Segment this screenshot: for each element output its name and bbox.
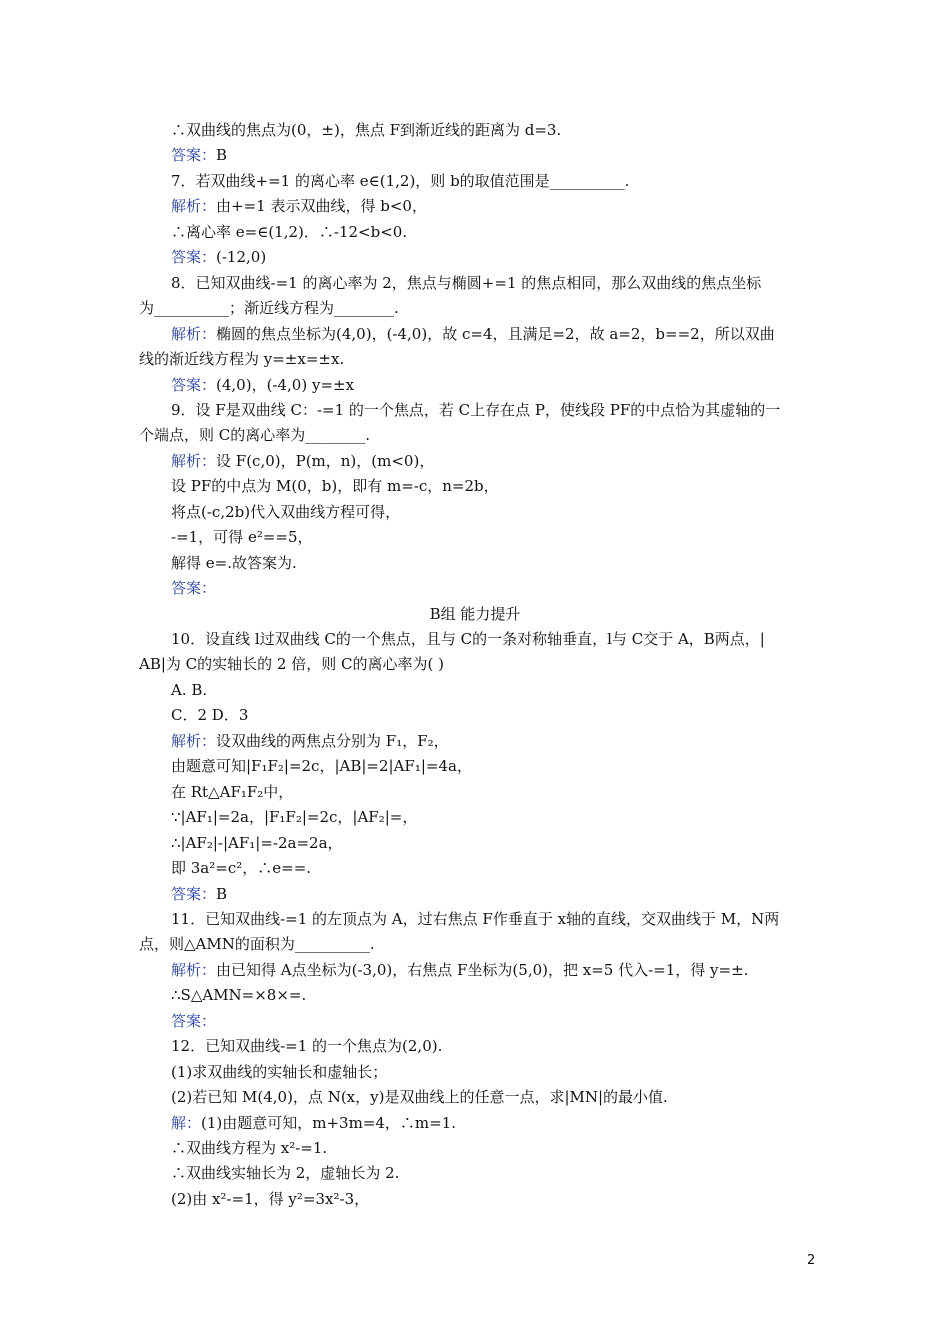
analysis-line [171, 196, 427, 216]
text-line [171, 985, 306, 1005]
line-text: ∴双曲线实轴长为 2，虚轴长为 2. [171, 1164, 400, 1183]
text-line [171, 273, 761, 293]
analysis-line [171, 324, 775, 344]
line-text: ∴S△AMN=×8×=. [171, 986, 307, 1005]
line-text: ∵|AF₁|=2a，|F₁F₂|=2c，|AF₂|=， [171, 808, 418, 827]
line-text: ∴双曲线方程为 x²-=1. [171, 1139, 328, 1157]
answer-label: 答案： [171, 884, 217, 903]
page-number: 2 [807, 1253, 816, 1268]
text-line [171, 782, 293, 802]
line-text: (2)由 x²-=1，得 y²=3x²-3， [171, 1189, 370, 1208]
line-text: 点，则△AMN的面积为__________. [139, 935, 375, 954]
text-line [171, 1036, 442, 1056]
line-text: B [216, 146, 228, 165]
line-text: -=1，可得 e²==5， [171, 528, 313, 547]
line-text: 由题意可知|F₁F₂|=2c，|AB|=2|AF₁|=4a， [171, 757, 472, 776]
text-line [171, 1062, 387, 1082]
text-line [139, 934, 375, 954]
answer-line [171, 145, 227, 165]
line-text: 由已知得 A点坐标为(-3,0)，右焦点 F坐标为(5,0)，把 x=5 代入-=1，得 y=±. [216, 960, 749, 979]
text-line [139, 654, 444, 674]
analysis-label: 解析： [171, 731, 217, 750]
text-line [171, 756, 472, 776]
text-line [171, 1087, 668, 1107]
line-text: ∴双曲线的焦点为(0，±)，焦点 F到渐近线的距离为 d=3. [171, 121, 562, 139]
line-text: 由+=1 表示双曲线，得 b<0， [216, 197, 427, 216]
analysis-line [171, 731, 449, 751]
answer-label: 答案： [171, 579, 217, 598]
analysis-label: 解： [171, 1113, 202, 1132]
line-text: A. B. [171, 680, 208, 699]
line-text: 设 F(c,0)，P(m，n)，(m<0)， [216, 451, 435, 470]
line-text: AB|为 C的实轴长的 2 倍，则 C的离心率为( ) [139, 655, 444, 674]
text-line [171, 553, 297, 573]
line-text: 9．设 F是双曲线 C：-=1 的一个焦点，若 C上存在点 P，使线段 PF的中点恰为其虚轴的一 [171, 400, 781, 419]
line-text: (-12,0) [216, 248, 267, 267]
line-text: 椭圆的焦点坐标为(4,0)，(-4,0)，故 c=4，且满足=2，故 a=2，b==2，所以双曲 [216, 324, 775, 343]
text-line [171, 400, 780, 420]
answer-line [171, 375, 354, 395]
answer-label: 答案： [171, 248, 217, 267]
line-text: 7．若双曲线+=1 的离心率 e∈(1,2)，则 b的取值范围是__________. [171, 171, 630, 190]
text-line [171, 858, 311, 878]
answer-line [171, 247, 266, 267]
analysis-label: 解析： [171, 324, 217, 343]
line-text: 解得 e=.故答案为. [171, 553, 297, 572]
text-line [171, 807, 417, 827]
line-text: 设 PF的中点为 M(0，b)，即有 m=-c，n=2b， [171, 477, 499, 496]
analysis-line [171, 1113, 456, 1133]
line-text: 设双曲线的两焦点分别为 F₁，F₂， [216, 731, 449, 750]
line-text: (1)求双曲线的实轴长和虚轴长； [171, 1062, 388, 1081]
text-line [171, 705, 248, 725]
answer-line [171, 578, 216, 598]
line-text: (2)若已知 M(4,0)，点 N(x，y)是双曲线上的任意一点，求|MN|的最小值. [171, 1088, 668, 1107]
text-line [171, 909, 779, 929]
line-text: 即 3a²=c²，∴e==. [171, 859, 312, 878]
analysis-label: 解析： [171, 960, 217, 979]
answer-line [171, 1011, 216, 1031]
line-text: C．2 D．3 [171, 706, 249, 725]
text-line [171, 1163, 399, 1183]
line-text: (4,0)，(-4,0) y=±x [216, 375, 355, 394]
text-line [171, 629, 765, 649]
line-text: 个端点，则 C的离心率为________. [139, 426, 371, 445]
text-line [171, 171, 629, 191]
line-text: 10．设直线 l过双曲线 C的一个焦点，且与 C的一条对称轴垂直，l与 C交于 A，B两点，| [171, 630, 765, 648]
answer-label: 答案： [171, 146, 217, 165]
answer-label: 答案： [171, 375, 217, 394]
text-line [139, 349, 344, 369]
line-text: ∴|AF₂|-|AF₁|=-2a=2a， [171, 833, 343, 852]
line-text: ∴离心率 e=∈(1,2)．∴-12<b<0. [171, 222, 408, 241]
analysis-label: 解析： [171, 451, 217, 470]
text-line [171, 476, 499, 496]
line-text: 12．已知双曲线-=1 的一个焦点为(2,0). [171, 1037, 443, 1056]
text-line [171, 680, 207, 700]
line-text: B [216, 884, 228, 903]
line-text: 为__________；渐近线方程为________. [139, 299, 399, 318]
analysis-line [171, 451, 434, 471]
section-heading [0, 604, 950, 624]
text-line [171, 833, 343, 853]
line-text: 在 Rt△AF₁F₂中， [171, 782, 294, 801]
text-line [139, 425, 370, 445]
line-text: 将点(-c,2b)代入双曲线方程可得， [171, 502, 401, 521]
analysis-line [171, 960, 748, 980]
analysis-label: 解析： [171, 197, 217, 216]
line-text: 11．已知双曲线-=1 的左顶点为 A，过右焦点 F作垂直于 x轴的直线，交双曲线于 M，N两 [171, 909, 780, 928]
text-line [171, 502, 400, 522]
line-text: 8．已知双曲线-=1 的离心率为 2，焦点与椭圆+=1 的焦点相同，那么双曲线的焦点坐标 [171, 273, 762, 292]
line-text: 线的渐近线方程为 y=±x=±x. [139, 350, 345, 369]
text-line [171, 222, 407, 242]
section-heading-text: B组 能力提升 [429, 604, 521, 623]
line-text: (1)由题意可知，m+3m=4，∴m=1. [201, 1113, 457, 1132]
text-line [171, 527, 313, 547]
text-line [139, 298, 399, 318]
text-line [171, 1189, 369, 1209]
text-line [171, 120, 561, 140]
text-line [171, 1138, 327, 1158]
answer-label: 答案： [171, 1011, 217, 1030]
answer-line [171, 884, 227, 904]
